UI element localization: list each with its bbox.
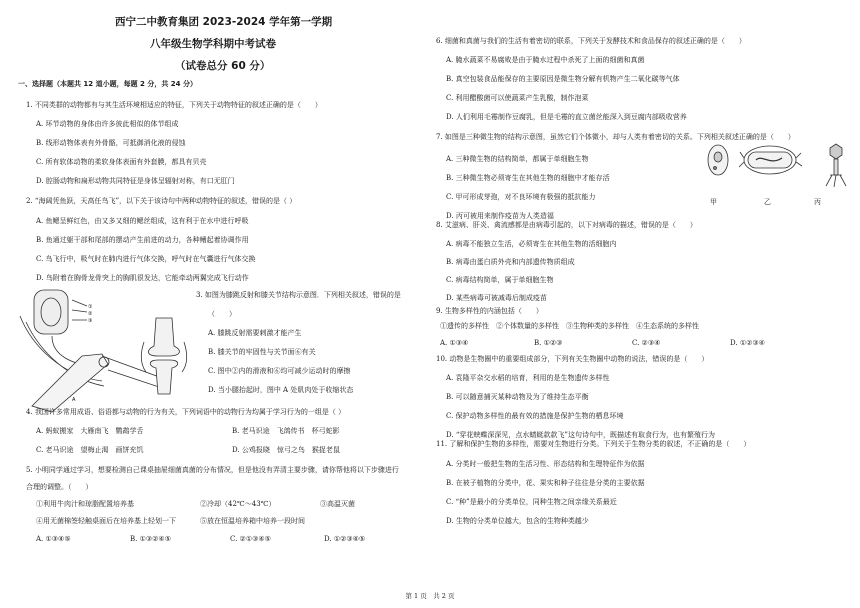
option-b: B. 线形动物体表有外骨骼，可抵御消化液的侵蚀: [36, 139, 186, 147]
question-stem: 7. 如图是三种微生物的结构示意图，虽然它们个体微小，却与人类有着密切的关系。下列相关叙述正确的是（ ）: [436, 133, 795, 141]
question-stem: 6. 细菌和真菌与我们的生活有着密切的联系，下列关于发酵技术和食品保存的叙述正确的是（ ）: [436, 37, 746, 45]
option-a: A. 鱼鳃呈鲜红色，由又多又细的鳃丝组成，这有利于在水中进行呼吸: [36, 217, 249, 225]
option-d: D. 生物的分类单位越大，包含的生物种类越少: [446, 517, 589, 525]
option-d: D. 丙可被用来制作疫苗为人类造福: [446, 212, 554, 220]
question-stem: 4. 我国许多常用成语、俗语都与动物的行为有关，下列词语中的动物行为均属于学习行为的一组是（ ）: [26, 408, 346, 416]
option-a: A. ①③④⑤: [36, 535, 71, 543]
option-d: D. 某些病毒可被减毒后制成疫苗: [446, 294, 547, 302]
option-c: C. 图中②内的滑液和⑥均可减少运动时的摩擦: [208, 367, 351, 375]
option-d: D. “穿花蛱蝶深深见，点水蜻蜓款款飞”这句诗句中，既描述有取食行为，也有繁殖行为: [446, 431, 715, 439]
option-d: D. 公鸡报晓 惊弓之鸟 猴捉老鼠: [232, 446, 340, 454]
step-2: ②冷却（42℃～43℃）: [200, 500, 276, 508]
step-1: ①利用牛肉汁和琼脂配置培养基: [36, 500, 134, 508]
question-paren: （ ）: [208, 310, 236, 318]
option-b: B. 真空包装食品能保存的主要原因是微生物分解有机物产生二氧化碳等气体: [446, 75, 680, 83]
figure-label: ③: [88, 318, 93, 324]
question-stem: 11. 了解和保护生物的多样性，需要对生物进行分类。下列关于生物分类的叙述，不正确的是（ ）: [436, 440, 751, 448]
question-stem: 5. 小明同学通过学习，想要检测自己课桌抽屉细菌真菌的分布情况，但是他没有弄清主要步骤，请你帮他将以下步骤进行: [26, 466, 399, 474]
option-a: A. 三种微生物的结构简单，都属于单细胞生物: [446, 155, 589, 163]
option-c: C. 老马识途 望梅止渴 画饼充饥: [36, 446, 144, 454]
section-heading: 一、选择题（本题共 12 道小题，每题 2 分，共 24 分）: [18, 80, 197, 88]
figure-label-jia: 甲: [710, 198, 717, 206]
option-a: A. 膝跳反射需要刺激才能产生: [208, 329, 302, 337]
option-d: D. 人们利用毛霉制作豆腐乳，但是毛霉的直立菌丝能深入到豆腐内部吸收营养: [446, 113, 687, 121]
option-c: C. “种”是最小的分类单位，同种生物之间亲缘关系最近: [446, 498, 617, 506]
option-a: A. 环节动物的身体由许多彼此相似的体节组成: [36, 120, 179, 128]
figure-label-yi: 乙: [764, 198, 771, 206]
option-b: B. ①②③: [534, 339, 563, 347]
step-4: ④用无菌棉签轻触桌面后在培养基上轻划一下: [36, 517, 176, 525]
option-c: C. 所有软体动物的柔软身体表面有外套膜，都具有贝壳: [36, 158, 207, 166]
option-c: C. 甲可形成芽孢，对不良环境有极强的抵抗能力: [446, 193, 596, 201]
exam-title-school: 西宁二中教育集团 2023-2024 学年第一学期: [115, 16, 333, 28]
option-a: A. ①③④: [440, 339, 469, 347]
option-c: C. 鸟飞行中，吸气时在肺内进行气体交换，呼气时在气囊进行气体交换: [36, 255, 256, 263]
question-stem: 9. 生物多样性的内涵包括（ ）: [436, 307, 543, 315]
option-a: A. 腌水蔬菜不易腐败是由于腌水过程中杀死了上面的细菌和真菌: [446, 56, 645, 64]
exam-title-subject: 八年级生物学科期中考试卷: [150, 38, 276, 50]
figure-label: A: [72, 397, 76, 403]
page-footer: 第 1 页 共 2 页: [405, 592, 455, 600]
knee-joint-figure: [138, 316, 198, 396]
question-stem: 8. 艾滋病、肝炎、禽流感都是由病毒引起的，以下对病毒的描述，错误的是（ ）: [436, 221, 697, 229]
option-d: D. 鸟附着在胸骨龙骨突上的胸肌很发达，它能牵动两翼完成飞行动作: [36, 274, 249, 282]
question-stem: 2. “海阔凭鱼跃，天高任鸟飞”，以下关于该诗句中两种动物特征的叙述，错误的是（ ）: [26, 197, 297, 205]
microbe-figure: [704, 140, 854, 196]
step-3: ③高温灭菌: [320, 500, 355, 508]
figure-label-bing: 丙: [814, 198, 821, 206]
option-b: B. ①③②④⑤: [130, 535, 171, 543]
option-c: C. 利用醋酸菌可以使蔬菜产生乳酸，制作泡菜: [446, 94, 589, 102]
option-a: A. 病毒不能独立生活，必须寄生在其他生物的活细胞内: [446, 240, 617, 248]
option-b: B. 老马识途 飞鸽传书 杯弓蛇影: [232, 427, 340, 435]
option-d: D. ①②③④: [730, 339, 765, 347]
option-b: B. 病毒由蛋白质外壳和内部遗传物质组成: [446, 258, 575, 266]
option-b: B. 鱼通过躯干部和尾部的摆动产生前进的动力，各种鳍起着协调作用: [36, 236, 249, 244]
question-stem: 10. 动物是生物圈中的重要组成部分，下列有关生物圈中动物的说法，错误的是（ ）: [436, 355, 709, 363]
option-b: B. 膝关节的牢固性与关节面⑥有关: [208, 348, 316, 356]
option-c: C. ②③④: [632, 339, 661, 347]
step-5: ⑤放在恒温培养箱中培养一段时间: [200, 517, 305, 525]
question-options-list: ①遗传的多样性 ②个体数量的多样性 ③生物种类的多样性 ④生态系统的多样性: [440, 322, 699, 330]
option-a: A. 分类时一般把生物的生活习性、形态结构和生理特征作为依据: [446, 460, 645, 468]
option-c: C. ②①③④⑤: [230, 535, 271, 543]
option-d: D. ①②③④⑤: [324, 535, 366, 543]
question-stem-cont: 合理的调整。（ ）: [26, 483, 93, 491]
question-stem: 3. 如图为膝跳反射和膝关节结构示意图．下列相关叙述，错误的是: [196, 291, 401, 299]
option-c: C. 保护动物多样性的最有效的措施是保护生物的栖息环境: [446, 412, 624, 420]
figure-label: ②: [88, 311, 93, 317]
option-b: B. 三种微生物必须寄生在其他生物的细胞中才能存活: [446, 174, 610, 182]
figure-label: ①: [88, 304, 93, 310]
option-a: A. 袁隆平杂交水稻的培育，利用的是生物遗传多样性: [446, 374, 610, 382]
option-c: C. 病毒结构简单，属于单细胞生物: [446, 276, 554, 284]
question-stem: 1. 不同类群的动物都有与其生活环境相适应的特征，下列关于动物特征的叙述正确的是（ ）: [26, 101, 322, 109]
exam-title-score: （试卷总分 60 分）: [175, 60, 271, 72]
option-d: D. 腔肠动物和扁形动物共同特征是身体呈辐射对称，有口无肛门: [36, 177, 235, 185]
option-a: A. 蚂蚁搬家 大雁南飞 鹦鹉学舌: [36, 427, 144, 435]
option-b: B. 可以随意捕灭某种动物及为了维持生态平衡: [446, 393, 589, 401]
option-d: D. 当小腿抬起时，图中 A 处肌肉处于收缩状态: [208, 386, 354, 394]
option-b: B. 在被子植物的分类中，花、果实和种子往往是分类的主要依据: [446, 479, 645, 487]
